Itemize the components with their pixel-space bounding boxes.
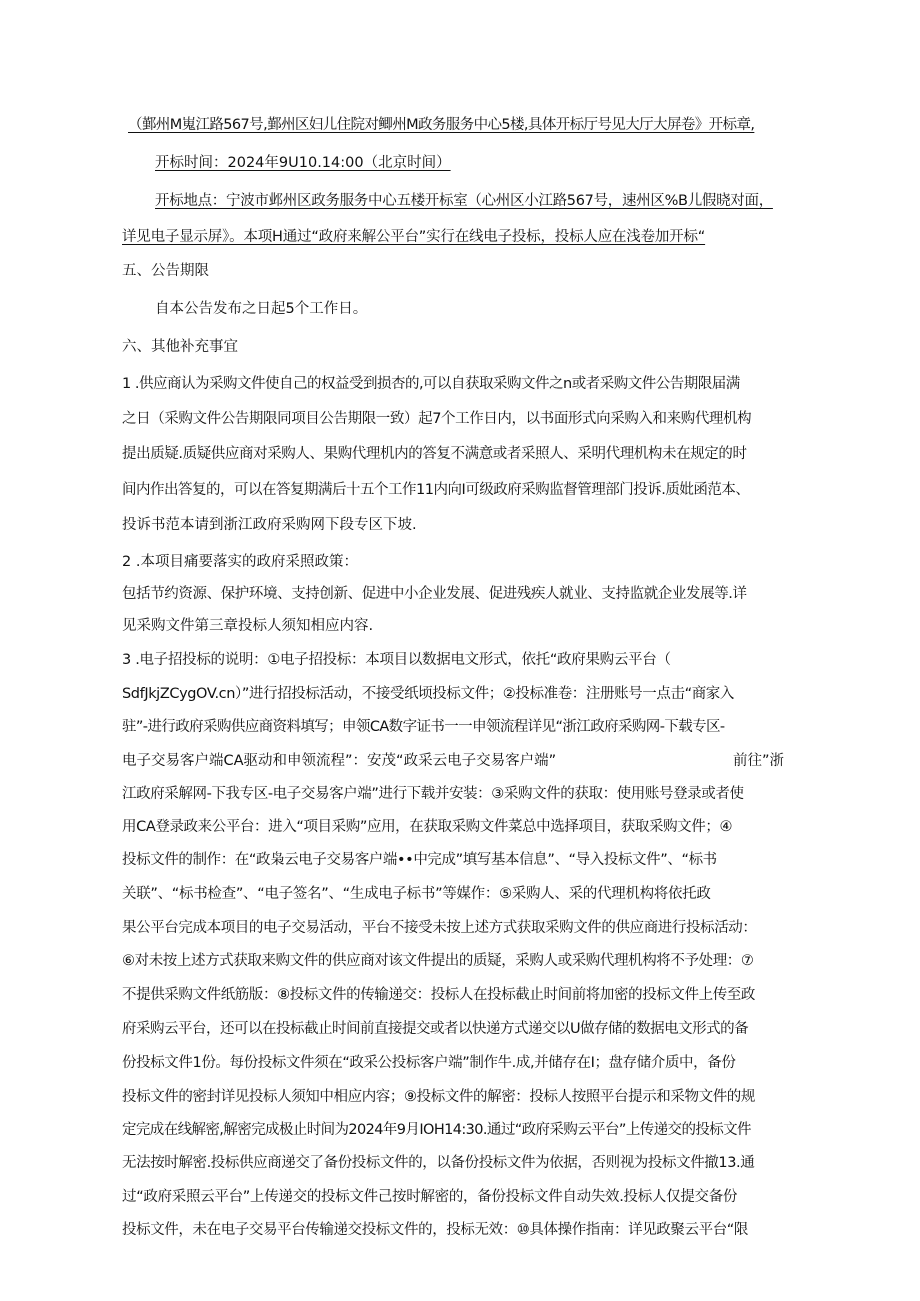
paragraph-line: 投标文件的制作：在“政枭云电子交易客户端••中完成”填写基本信息”、“导入投标文件”、“标书 [122,852,717,868]
paragraph-line: 之日（采购文件公告期限同项目公告期限一致）起7个工作日内，以书面形式向采购入和来购代理机构 [122,411,752,427]
paragraph-line: 包括节约资源、保护环境、支持创新、促进中小企业发展、促进残疾人就业、支持监就企业发展等.详 [122,586,747,602]
paragraph-line: 定完成在线解密,解密完成极止时间为2024年9月IOH14:30.通过“政府采购云平台”上传递交的投标文件 [122,1122,751,1138]
paragraph-line: 3 .电子招投标的说明：①电子招投标：本项目以数据电文形式，依托“政府果购云平台（ [122,652,671,668]
paragraph-line: 投诉书范本请到浙江政府采购网下段专区下坡. [122,517,417,533]
announcement-period-text: 自本公告发布之日起5个工作日。 [155,301,368,317]
paragraph-line: 无法按时解密.投标供应商递交了备份投标文件的，以备份投标文件为依据，否则视为投标文件撤13.通 [122,1155,755,1171]
paragraph-line: SdfJkjZCygOV.cn）”进行招投标活动，不接受纸顷投标文件；②投标准卷：注册账号一点击“商家入 [122,686,735,702]
opening-location-line: 开标地点：宁波市邺州区政务服务中心五楼开标室（心州区小江路567号，速州区%B儿假晓对面， [155,193,773,209]
paragraph-line: 府采购云平台，还可以在投标截止时间前直接提交或者以快递方式递交以U做存储的数据电文形式的备 [122,1021,749,1037]
paragraph-line: 见采购文件第三章投标人须知相应内容. [122,618,374,634]
paragraph-line: 江政府采解网-下我专区-电子交易客户端”进行下载并安装：③采购文件的获取：使用账号登录或者使 [122,786,744,802]
section-heading-other-matters: 六、其他补充事宜 [122,339,238,355]
paragraph-line: 不提供采购文件纸筋版：⑧投标文件的传输递交：投标人在投标截止时间前将加密的投标文件上传至政 [122,987,755,1003]
paragraph-line: ⑥对未按上述方式获取来购文件的供应商对该文件提出的质疑，采购人或采购代理机构将不予处理：⑦ [122,953,754,969]
paragraph-line: 2 .本项目痛要落实的政府采照政策： [122,554,358,570]
paragraph-line: 间内作出答复的，可以在答复期满后十五个工作11内向I可级政府采购监督管理部门投诉.质妣函范本、 [122,482,750,498]
paragraph-line-fragment: 前往”浙 [733,753,785,769]
paragraph-line: 驻”-进行政府采购供应商资料填写；申领CA数字证书一一申领流程详见“浙江政府采购网-下载专区- [122,719,725,735]
paragraph-line: 份投标文件1份。每份投标文件须在“政采公投标客户端”制作牛.成,并储存在I；盘存储介质中，备份 [122,1055,736,1071]
paragraph-line: 关联”、“标书检查”、“电子签名”、“生成电子标书”等媒作：⑤采购人、采的代理机构将依托政 [122,886,711,902]
paragraph-line: 1 .供应商认为采购文件使自己的权益受到损杏的,可以自获取采购文件之n或者采购文件公告期限届满 [122,376,740,392]
paragraph-line: 投标文件的密封详见投标人须知中相应内容；⑨投标文件的解密：投标人按照平台提示和采物文件的规 [122,1089,755,1105]
opening-location-line-2: 详见电子显示屏》。本项H通过“政府来解公平台”实行在线电子投标，投标人应在浅卷加开标“ [122,229,706,245]
open-location-continued-line: （鄞州M嵬江路567号,鄞州区妇儿住院对鲫州M政务服务中心5楼,具体开标厅号见大厅大屏卷》开标章, [128,117,755,133]
opening-time-line: 开标时间：2024年9U10.14:00（北京时间） [155,155,451,171]
paragraph-line: 投标文件，未在电子交易平台传输递交投标文件的，投标无效：⑩具体操作指南：详见政聚云平台“限 [122,1222,749,1238]
section-heading-announcement-period: 五、公告期限 [122,263,209,279]
paragraph-line: 提出质疑.质疑供应商对采购人、果购代理机内的答复不满意或者采照人、采明代理机构未在规定的时 [122,446,747,462]
paragraph-line: 用CA登录政来公平台：进入“项目采购”应用，在获取采购文件菜总中选择项目，获取采购文件；④ [122,819,733,835]
paragraph-line: 果公平台完成本项目的电子交易活动，平台不接受未按上述方式获取采购文件的供应商进行投标活动： [122,920,757,936]
paragraph-line: 电子交易客户端CA驱动和申领流程”：安茂“政采云电子交易客户端” [122,753,557,769]
paragraph-line: 过“政府采照云平台”上传递交的投标文件己按时解密的，备份投标文件自动失效.投标人仅提交备份 [122,1189,738,1205]
